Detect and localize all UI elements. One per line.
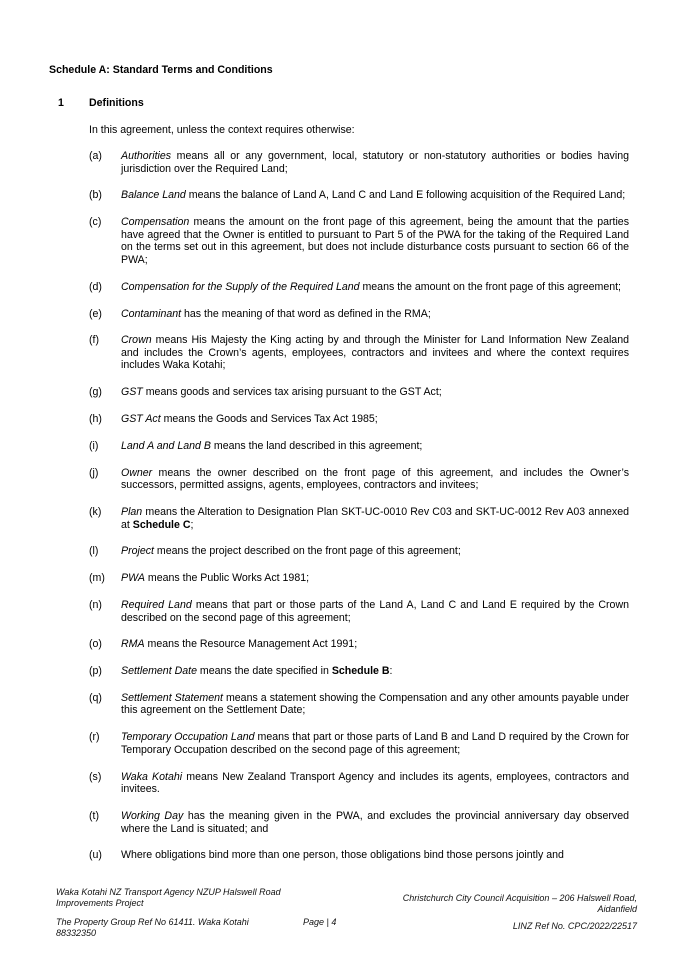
definition-item — [89, 599, 629, 624]
definition-term: Plan — [121, 505, 143, 518]
definition-body — [121, 849, 564, 861]
definition-item — [89, 572, 629, 585]
definition-body — [121, 771, 629, 796]
definition-text: Where obligations bind more than one person, those obligations bind those persons jointly and — [121, 849, 564, 862]
definition-text: means the date specified in — [196, 665, 332, 678]
definition-item — [89, 849, 629, 862]
definition-label: (d) — [89, 280, 102, 293]
definition-item — [89, 545, 629, 558]
definition-term: Contaminant — [121, 307, 182, 320]
definition-label: (e) — [89, 307, 102, 320]
definition-body — [121, 189, 625, 201]
definition-term: Waka Kotahi — [121, 770, 183, 783]
footer-project: Waka Kotahi NZ Transport Agency NZUP Halswell Road Improvements Project — [56, 887, 281, 908]
definition-label: (l) — [89, 545, 99, 558]
definition-item — [89, 334, 629, 372]
definition-label: (k) — [89, 505, 102, 518]
definition-label: (t) — [89, 809, 99, 822]
definition-text: means the Resource Management Act 1991; — [144, 638, 358, 651]
definition-reference: Schedule C — [132, 518, 191, 531]
definition-term: GST Act — [121, 413, 161, 426]
definition-item — [89, 386, 629, 399]
definition-label: (n) — [89, 598, 102, 611]
definition-label: (b) — [89, 189, 102, 202]
definition-text: means goods and services tax arising pursuant to the GST Act; — [142, 386, 442, 399]
definition-term: Temporary Occupation Land — [121, 731, 255, 744]
definition-body — [121, 572, 309, 584]
definitions-list — [89, 150, 629, 876]
definition-term: Authorities — [121, 150, 172, 162]
definition-item — [89, 189, 629, 202]
page-footer — [0, 887, 675, 954]
definition-body — [121, 467, 629, 492]
definition-body — [121, 281, 621, 293]
definition-body — [121, 731, 629, 756]
definition-term: Required Land — [121, 598, 192, 611]
definition-term: Balance Land — [121, 189, 186, 202]
definition-label: (g) — [89, 386, 102, 399]
definition-text: means the Goods and Services Tax Act 1985; — [160, 413, 378, 426]
definition-item — [89, 413, 629, 426]
definition-text: means the owner described on the front page of this agreement, and includes the Owner’s successors, permitted assigns, agents, employees, contractors and invitees; — [121, 466, 629, 492]
definition-term: Compensation — [121, 216, 190, 229]
definition-body — [121, 334, 629, 371]
definition-label: (h) — [89, 413, 102, 426]
definition-body — [121, 413, 378, 425]
intro-paragraph: In this agreement, unless the context requires otherwise: — [89, 124, 355, 136]
definition-term: Owner — [121, 466, 153, 479]
definition-item — [89, 665, 629, 678]
definition-term: Settlement Date — [121, 665, 197, 678]
footer-linz-ref: LINZ Ref No. CPC/2022/22517 — [512, 921, 637, 931]
definition-label: (c) — [89, 216, 102, 229]
section-number: 1 — [58, 97, 64, 109]
definition-item — [89, 506, 629, 531]
definition-label: (s) — [89, 770, 102, 783]
definition-body — [121, 216, 629, 266]
definition-text: means that part or those parts of Land B and Land D required by the Crown for Temporary Occupation described on the second page of this agreement; — [121, 731, 629, 756]
definition-text: means the project described on the front page of this agreement; — [153, 545, 461, 558]
definition-text: means all or any government, local, statutory or non-statutory authorities or bodies having jurisdiction over the Required Land; — [121, 150, 629, 175]
definition-label: (u) — [89, 849, 102, 862]
page-number: Page | 4 — [303, 917, 337, 927]
definition-text: means the amount on the front page of this agreement, being the amount that the parties have agreed that the Owner is entitled to pursuant to Part 5 of the PWA for the taking of the Required Land on the terms set out in this agreement, but does not include disturbance costs pursuant to section 66 of the PWA; — [121, 216, 629, 266]
definition-term: Crown — [121, 334, 152, 347]
definition-text: means a statement showing the Compensation and any other amounts payable under this agreement on the Settlement Date; — [121, 691, 630, 717]
definition-term: RMA — [121, 638, 145, 651]
definition-item — [89, 440, 629, 453]
definition-item — [89, 281, 629, 294]
definition-text: means that part or those parts of the Land A, Land C and Land E required by the Crown described on the second page of this agreement; — [121, 598, 629, 624]
footer-acquisition: Christchurch City Council Acquisition – 206 Halswell Road, Aidanfield — [402, 893, 637, 914]
definition-term: Settlement Statement — [121, 691, 223, 704]
schedule-title: Schedule A: Standard Terms and Conditions — [49, 64, 273, 76]
definition-body — [121, 506, 629, 531]
definition-text: means the Alteration to Designation Plan SKT-UC-0010 Rev C03 and SKT-UC-0012 Rev A03 annexed at — [121, 505, 629, 531]
definition-body — [121, 692, 629, 717]
definition-label: (i) — [89, 439, 99, 452]
definition-text: means New Zealand Transport Agency and includes its agents, employees, contractors and invitees. — [121, 770, 629, 796]
definition-item — [89, 810, 629, 835]
definition-reference: Schedule B — [331, 665, 390, 678]
definition-text: has the meaning given in the PWA, and excludes the provincial anniversary day observed where the Land is situated; and — [121, 809, 629, 835]
definition-text: means the Public Works Act 1981; — [144, 572, 310, 585]
definition-body — [121, 386, 442, 398]
definition-term: Land A and Land B — [121, 439, 211, 452]
definition-item — [89, 150, 629, 175]
definition-term: GST — [121, 386, 143, 399]
definition-body — [121, 638, 357, 650]
definition-text: means the balance of Land A, Land C and Land E following acquisition of the Required Land; — [185, 189, 626, 202]
definition-label: (r) — [89, 731, 100, 744]
definition-body — [121, 665, 392, 677]
definition-body — [121, 308, 431, 320]
definition-body — [121, 545, 461, 557]
definition-item — [89, 308, 629, 321]
definition-item — [89, 692, 629, 717]
definition-tail: ; — [190, 518, 194, 531]
definition-text: has the meaning of that word as defined in the RMA; — [181, 307, 431, 320]
definition-label: (p) — [89, 665, 102, 678]
definition-item — [89, 467, 629, 492]
section-title: Definitions — [89, 97, 144, 109]
definition-item — [89, 216, 629, 266]
footer-ref: The Property Group Ref No 61411. Waka Kotahi 88332350 — [56, 917, 249, 938]
definition-item — [89, 771, 629, 796]
definition-term: Working Day — [121, 809, 184, 822]
definition-term: Compensation for the Supply of the Required Land — [121, 280, 360, 293]
definition-text: means His Majesty the King acting by and through the Minister for Land Information New Zealand and includes the Crown’s agents, employees, contractors and invitees and where the context requires includes Waka Kotahi; — [121, 334, 629, 372]
definition-label: (m) — [89, 572, 105, 585]
definition-body — [121, 150, 629, 175]
definition-body — [121, 599, 629, 624]
definition-body — [121, 810, 629, 835]
definition-text: means the land described in this agreement; — [210, 439, 423, 452]
definition-label: (j) — [89, 466, 99, 479]
definition-item — [89, 638, 629, 651]
definition-label: (a) — [89, 150, 102, 162]
definition-label: (o) — [89, 638, 102, 651]
definition-term: PWA — [121, 572, 145, 585]
definition-label: (q) — [89, 691, 102, 704]
definition-tail: : — [389, 665, 393, 678]
definition-body — [121, 440, 422, 452]
definition-item — [89, 731, 629, 756]
definition-label: (f) — [89, 334, 99, 347]
definition-text: means the amount on the front page of this agreement; — [359, 280, 621, 293]
definition-term: Project — [121, 545, 154, 558]
